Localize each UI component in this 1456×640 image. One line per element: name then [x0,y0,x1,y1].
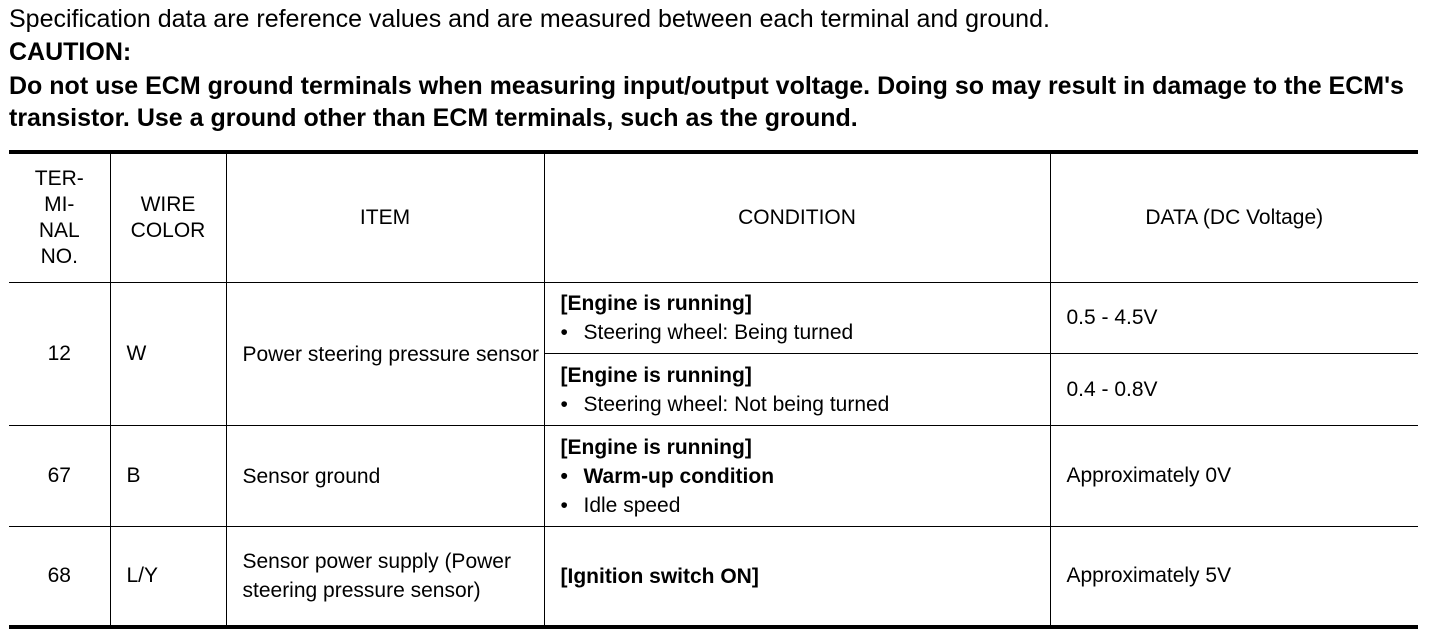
bullet-icon: • [560,321,568,344]
terminal-no-cell: 12 [9,283,110,426]
table-header-row [9,152,1418,283]
bullet-icon: • [560,464,568,488]
data-cell: 0.5 - 4.5V [1050,283,1418,354]
data-cell: Approximately 0V [1050,426,1418,527]
terminal-no-cell: 68 [9,527,110,628]
terminal-no-cell: 67 [9,426,110,527]
intro-text: Specification data are reference values and are measured between each terminal and ground. [9,5,1050,33]
condition-cell [544,354,1050,426]
item-cell: Sensor ground [226,426,544,527]
bullet-text: Steering wheel: Not being turned [583,392,890,416]
bullet-icon: • [560,392,568,416]
header-item: ITEM [226,152,544,283]
header-terminal-line: NAL [38,219,80,242]
data-cell: Approximately 5V [1050,527,1418,628]
condition-heading: [Engine is running] [560,292,752,315]
caution-body: Do not use ECM ground terminals when measuring input/output voltage. Doing so may result in damage to the ECM's transistor. Use a ground other than ECM terminals, such as the ground. [9,72,1404,132]
data-cell: 0.4 - 0.8V [1050,354,1418,426]
bullet-icon: • [560,493,568,517]
bullet-text: Idle speed [583,493,681,517]
item-cell: Sensor power supply (Power steering pressure sensor) [226,527,544,628]
condition-heading: [Engine is running] [560,435,752,459]
table-row [9,527,1418,628]
condition-bullet [561,318,1050,347]
wire-color-cell: W [110,283,226,426]
condition-cell [544,426,1050,527]
header-terminal-line: TER- [34,167,84,190]
header-condition: CONDITION [544,152,1050,283]
header-data: DATA (DC Voltage) [1050,152,1418,283]
item-cell: Power steering pressure sensor [226,283,544,426]
condition-bullet [561,462,1050,491]
header-wire-line: WIRE [140,193,196,216]
condition-cell [544,283,1050,354]
header-terminal-line: MI- [44,193,75,216]
condition-bullet [561,491,1050,520]
wire-color-cell: L/Y [110,527,226,628]
header-terminal-line: NO. [40,245,78,268]
wire-color-cell: B [110,426,226,527]
caution-title: CAUTION: [9,38,132,66]
condition-heading: [Ignition switch ON] [560,564,759,588]
terminal-spec-table [9,150,1418,629]
header-terminal-no [9,152,110,283]
bullet-text: Warm-up condition [583,464,775,488]
bullet-text: Steering wheel: Being turned [583,321,854,344]
header-wire-color [110,152,226,283]
condition-bullet [561,390,1050,419]
condition-cell [544,527,1050,628]
table-row [9,426,1418,527]
table-row [9,283,1418,354]
condition-heading: [Engine is running] [560,363,752,387]
header-wire-line: COLOR [130,219,206,242]
